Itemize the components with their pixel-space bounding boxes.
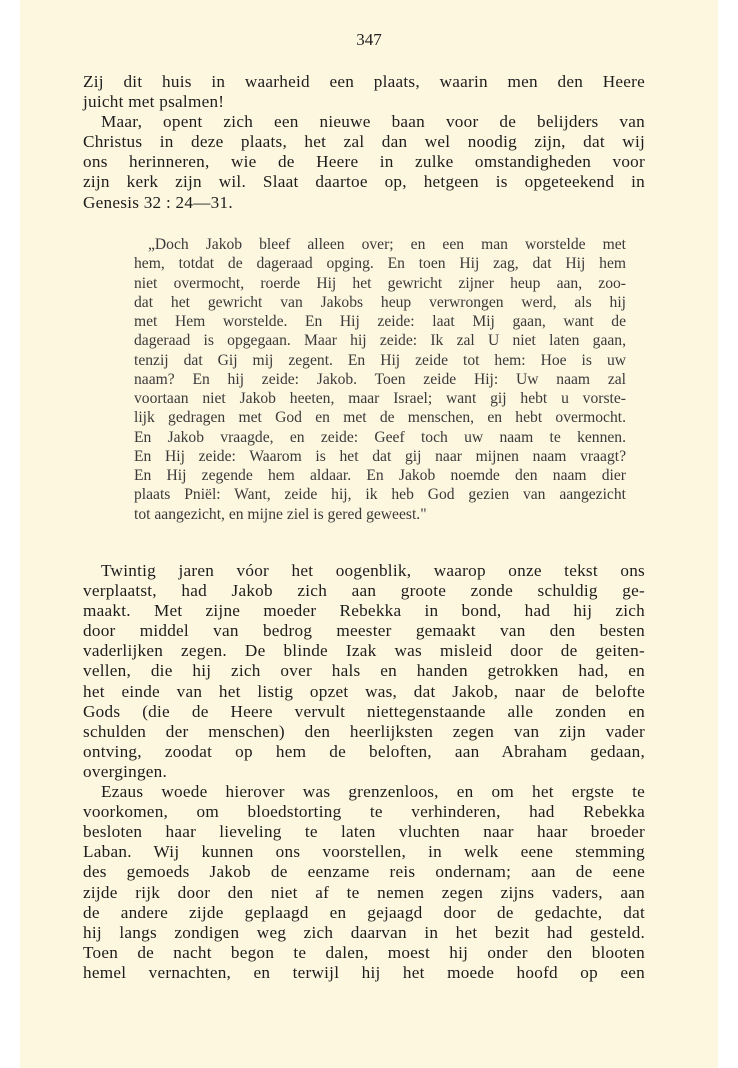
text-line: door middel van bedrog meester gemaakt van den besten <box>83 621 645 641</box>
book-page <box>20 0 718 1068</box>
main-paragraphs <box>83 561 645 983</box>
text-line: Laban. Wij kunnen ons voorstellen, in welk eene stemming <box>83 842 645 862</box>
text-line: Gods (die de Heere vervult niettegenstaande alle zonden en <box>83 701 645 721</box>
quote-line: tot aangezicht, en mijne ziel is gered geweest." <box>134 505 427 523</box>
text-line: schulden der menschen) den heerlijksten zegen van zijn vader <box>83 721 645 741</box>
text-line: juicht met psalmen! <box>83 92 225 112</box>
quote-line: plaats Pniël: Want, zeide hij, ik heb God gezien van aangezicht <box>134 486 626 504</box>
text-line: des gemoeds Jakob de eenzame reis ondernam; aan de eene <box>83 862 645 882</box>
text-line: Christus in deze plaats, het zal dan wel noodig zijn, dat wij <box>83 132 645 152</box>
text-line: maakt. Met zijne moeder Rebekka in bond, had hij zich <box>83 601 645 621</box>
text-line: zijn kerk zijn wil. Slaat daartoe op, hetgeen is opgeteekend in <box>83 172 645 192</box>
scripture-quote <box>134 235 626 524</box>
intro-paragraphs <box>83 72 645 213</box>
text-line: Zij dit huis in waarheid een plaats, waarin men den Heere <box>83 72 645 91</box>
text-line: Toen de nacht begon te dalen, moest hij onder den blooten <box>83 942 645 962</box>
text-line: besloten haar lieveling te laten vluchten naar haar broeder <box>83 822 645 842</box>
page-number: 347 <box>356 30 382 49</box>
text-line: het einde van het listig opzet was, dat Jakob, naar de belofte <box>83 681 645 701</box>
text-line: Twintig jaren vóor het oogenblik, waarop onze tekst ons <box>101 561 645 580</box>
quote-line: voortaan niet Jakob heeten, maar Israel; want gij hebt u vorste- <box>134 390 626 407</box>
text-line: Ezaus woede hierover was grenzenloos, en om het ergste te <box>101 782 645 802</box>
text-line: ontving, zoodat op hem de beloften, aan Abraham gedaan, <box>83 741 645 761</box>
text-line: verplaatst, had Jakob zich aan groote zonde schuldig ge- <box>83 581 645 601</box>
text-line: Maar, opent zich een nieuwe baan voor de belijders van <box>101 112 645 132</box>
quote-line: dat het gewricht van Jakobs heup verwrongen werd, als hij <box>134 293 626 311</box>
text-line: ons herinneren, wie de Heere in zulke omstandigheden voor <box>83 152 645 172</box>
quote-line: En Jakob vraagde, en zeide: Geef toch uw naam te kennen. <box>134 428 626 446</box>
quote-line: tenzij dat Gij mij zegent. En Hij zeide tot hem: Hoe is uw <box>134 351 626 369</box>
text-line: zijde rijk door den niet af te nemen zegen zijns vaders, aan <box>83 882 645 902</box>
quote-line: lijk gedragen met God en met de menschen, en hebt overmocht. <box>134 409 626 427</box>
quote-line: met Hem worstelde. En Hij zeide: laat Mij gaan, want de <box>134 313 626 330</box>
quote-line: En Hij zeide: Waarom is het dat gij naar mijnen naam vraagt? <box>134 447 626 465</box>
quote-line: naam? En hij zeide: Jakob. Toen zeide Hij: Uw naam zal <box>134 370 626 388</box>
text-line: voorkomen, om bloedstorting te verhinderen, had Rebekka <box>83 802 645 822</box>
text-line: vellen, die hij zich over hals en handen getrokken had, en <box>83 661 645 681</box>
quote-line: „Doch Jakob bleef alleen over; en een man worstelde met <box>148 236 626 253</box>
quote-line: niet overmocht, roerde Hij het gewricht zijner heup aan, zoo- <box>134 274 626 292</box>
text-line: hij langs zondigen weg zich daarvan in het bezit had gesteld. <box>83 922 645 942</box>
text-line: de andere zijde geplaagd en gejaagd door de gedachte, dat <box>83 902 645 922</box>
quote-line: En Hij zegende hem aldaar. En Jakob noemde den naam dier <box>134 467 626 484</box>
quote-line: dageraad is opgegaan. Maar hij zeide: Ik zal U niet laten gaan, <box>134 332 626 350</box>
text-line: hemel vernachten, en terwijl hij het moede hoofd op een <box>83 962 645 982</box>
text-line: Genesis 32 : 24—31. <box>83 192 233 212</box>
text-line: overgingen. <box>83 761 168 781</box>
quote-line: hem, totdat de dageraad opging. En toen Hij zag, dat Hij hem <box>134 255 626 273</box>
text-line: vaderlijken zegen. De blinde Izak was misleid door de geiten- <box>83 641 645 661</box>
